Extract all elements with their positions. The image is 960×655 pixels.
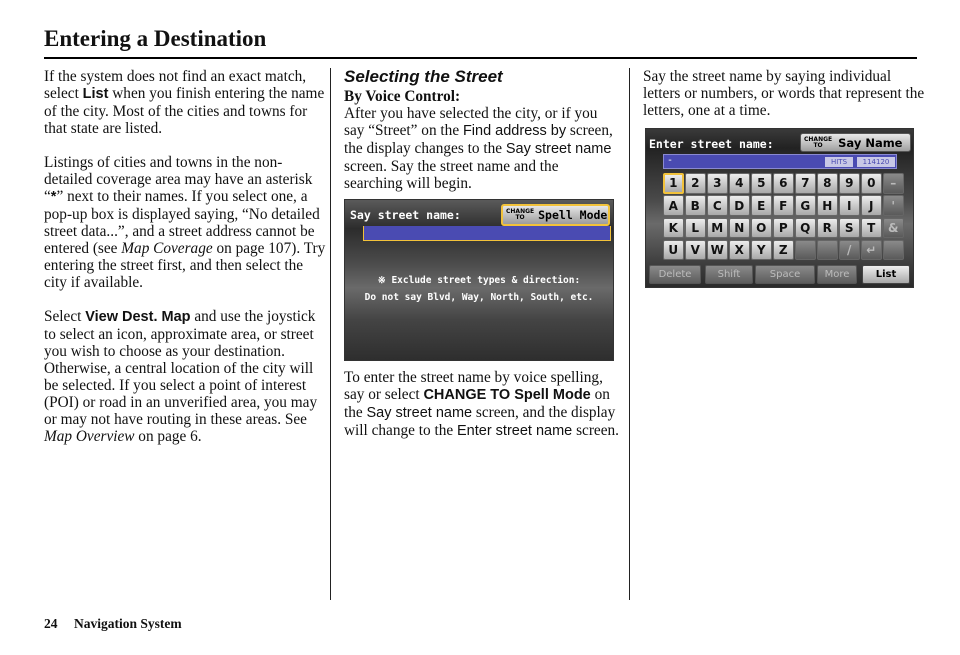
key-39[interactable] [795,240,816,261]
key-13[interactable]: C [707,195,728,216]
key-36[interactable]: X [729,240,750,261]
change-to-spell-mode-button[interactable]: CHANGE TO Spell Mode [501,204,610,226]
paragraph-spell-letters: Say the street name by saying individual letters or numbers, or words that represent the letters, one at a time. [643,68,925,119]
key-25[interactable]: N [729,218,750,239]
key-8[interactable]: 9 [839,173,860,194]
ref-map-overview: Map Overview [44,428,135,445]
column-divider-2 [629,68,630,600]
hits-count: 114120 [857,157,895,167]
key-4[interactable]: 5 [751,173,772,194]
page-number: 24 [44,616,58,631]
key-40[interactable] [817,240,838,261]
bottom-bar [649,265,911,284]
key-10[interactable]: – [883,173,904,194]
column-2 [344,68,619,192]
subheading-voice-control: By Voice Control: [344,88,461,105]
page-title: Entering a Destination [44,26,267,51]
paragraph-view-dest-map: Select View Dest. Map and use the joystick to select an icon, approximate area, or street you wish to choose as your destination. Otherwise, a central location of the city will be selected. If you select a point of interest (POI) or road in an unverified area, you may or may not have routing in these areas. See Map Overview on page 6. [44,308,318,445]
ui-term-list: List [82,86,109,102]
key-28[interactable]: Q [795,218,816,239]
enter-street-name-screen [645,128,914,288]
key-6[interactable]: 7 [795,173,816,194]
key-0[interactable]: 1 [663,173,684,194]
paragraph-no-match: If the system does not find an exact match, select List when you finish entering the name of the city. Most of the cities and towns for that state are listed. [44,68,325,137]
change-to-say-name-button[interactable]: CHANGE TO Say Name [800,133,911,152]
shift-button[interactable]: Shift [705,265,753,284]
page-footer [44,616,182,632]
paragraph-spell-mode: To enter the street name by voice spelling, say or select CHANGE TO Spell Mode on the Say street name screen, and the display will change to the Enter street name screen. [344,369,619,439]
key-12[interactable]: B [685,195,706,216]
key-15[interactable]: E [751,195,772,216]
ui-term-say-street-2: Say street name [366,405,473,421]
space-button[interactable]: Space [755,265,815,284]
key-32[interactable]: & [883,218,904,239]
key-1[interactable]: 2 [685,173,706,194]
instruction-line-1: ※ Exclude street types & direction: [377,275,581,286]
book-title: Navigation System [74,616,182,631]
key-9[interactable]: 0 [861,173,882,194]
ref-map-coverage: Map Coverage [121,240,213,257]
key-3[interactable]: 4 [729,173,750,194]
key-31[interactable]: T [861,218,882,239]
column-3 [643,68,928,136]
screen-label: Enter street name: [649,137,774,151]
key-30[interactable]: S [839,218,860,239]
key-19[interactable]: I [839,195,860,216]
key-27[interactable]: P [773,218,794,239]
hits-label: HITS [825,157,853,167]
key-26[interactable]: O [751,218,772,239]
column-divider-1 [330,68,331,600]
key-24[interactable]: M [707,218,728,239]
keyboard [663,173,908,260]
key-38[interactable]: Z [773,240,794,261]
key-21[interactable]: ' [883,195,904,216]
say-street-name-screen [344,199,614,361]
key-7[interactable]: 8 [817,173,838,194]
column-1 [44,68,326,462]
key-18[interactable]: H [817,195,838,216]
asterisk-symbol: * [50,189,57,205]
paragraph-say-street: After you have selected the city, or if you say “Street” on the Find address by screen, the display changes to the Say street name screen. Say the street name and the searching will begin. [344,105,613,192]
street-name-field [363,226,611,241]
list-button[interactable]: List [862,265,910,284]
street-name-input[interactable] [663,154,897,169]
more-button[interactable]: More [817,265,857,284]
key-35[interactable]: W [707,240,728,261]
key-14[interactable]: D [729,195,750,216]
key-11[interactable]: A [663,195,684,216]
key-5[interactable]: 6 [773,173,794,194]
ui-term-enter-street: Enter street name [457,423,573,439]
key-33[interactable]: U [663,240,684,261]
paragraph-non-detailed: Listings of cities and towns in the non-detailed coverage area may have an asterisk “*” next to their names. If you select one, a pop-up box is displayed saying, “No detailed street data...”, and a street address cannot be entered (see Map Coverage on page 107). Try entering the street first, and then select the city if available. [44,154,326,291]
instruction-line-2: Do not say Blvd, Way, North, South, etc. [364,292,594,303]
column-2-lower [344,369,619,457]
key-41[interactable]: / [839,240,860,261]
ui-term-view-dest-map: View Dest. Map [85,309,191,325]
key-17[interactable]: G [795,195,816,216]
key-2[interactable]: 3 [707,173,728,194]
key-34[interactable]: V [685,240,706,261]
key-42[interactable]: ↵ [861,240,882,261]
section-heading: Selecting the Street [344,67,503,86]
key-37[interactable]: Y [751,240,772,261]
key-16[interactable]: F [773,195,794,216]
title-divider [44,57,917,59]
ui-term-say-street: Say street name [505,141,612,157]
ui-term-change-to-spell: CHANGE TO Spell Mode [423,387,591,403]
key-29[interactable]: R [817,218,838,239]
ui-term-find-address: Find address by [462,123,567,139]
key-22[interactable]: K [663,218,684,239]
key-20[interactable]: J [861,195,882,216]
key-43[interactable] [883,240,904,261]
delete-button[interactable]: Delete [649,265,701,284]
key-23[interactable]: L [685,218,706,239]
screen-label: Say street name: [350,208,461,222]
text-cursor: - [667,155,674,166]
